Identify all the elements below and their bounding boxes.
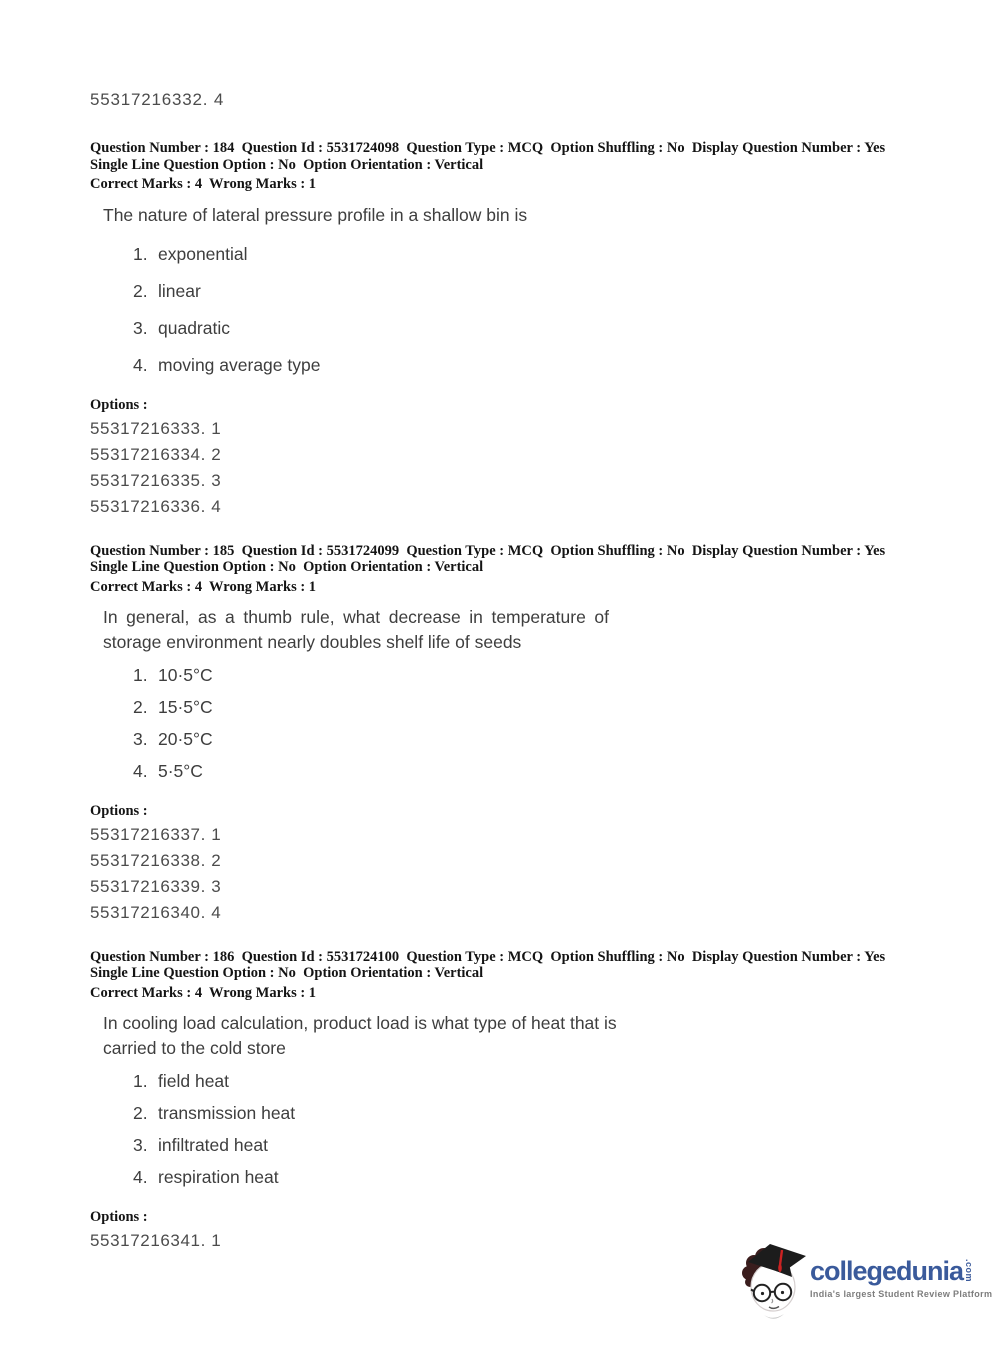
choice-number: 2. [133,1103,148,1123]
choice-item [133,727,1001,751]
question-meta-line2: Single Line Question Option : No Option Orientation : Vertical [90,965,484,981]
question-text: In cooling load calculation, product load is what type of heat that is carried to the cold store [103,1013,617,1058]
choice-list [133,663,1001,783]
stray-option-line: 55317216332. 4 [90,90,225,109]
option-id-line: 55317216338. 2 [90,850,222,870]
question-meta-line2: Single Line Question Option : No Option Orientation : Vertical [90,156,484,173]
choice-text: 10·5°C [158,665,213,685]
option-id-line: 55317216335. 3 [90,470,222,490]
option-id-line: 55317216340. 4 [90,902,222,922]
options-label: Options : [90,397,148,413]
marks-line: Correct Marks : 4 Wrong Marks : 1 [90,984,317,1001]
question-meta-line1: Question Number : 184 Question Id : 5531724098 Question Type : MCQ Option Shuffling : No Display Question Number : Yes [90,140,886,156]
choice-item [133,242,1001,266]
page-content [90,91,1001,1254]
mascot-icon [740,1243,806,1327]
choice-item [133,1069,1001,1093]
choice-text: 15·5°C [158,697,213,717]
choice-number: 3. [133,729,148,749]
choice-text: transmission heat [158,1103,296,1123]
choice-item [133,279,1001,303]
option-id-line: 55317216341. 1 [90,1230,222,1250]
brand-tld-text: .com [964,1258,975,1282]
question-meta-line1: Question Number : 186 Question Id : 5531724100 Question Type : MCQ Option Shuffling : No Display Question Number : Yes [90,948,886,965]
question-block-186 [90,949,1001,1254]
marks-line: Correct Marks : 4 Wrong Marks : 1 [90,176,317,192]
choice-item [133,1133,1001,1157]
choice-text: 5·5°C [158,761,203,781]
choice-text: quadratic [158,318,230,338]
choice-number: 2. [133,697,148,717]
option-id-line: 55317216336. 4 [90,496,222,516]
option-id-list [90,416,1001,520]
choice-item [133,1165,1001,1189]
choice-item [133,759,1001,783]
option-id-line: 55317216334. 2 [90,444,222,464]
option-id-list [90,822,1001,926]
choice-text: infiltrated heat [158,1135,268,1155]
choice-number: 1. [133,1071,148,1091]
choice-text: moving average type [158,355,321,375]
option-id-line: 55317216333. 1 [90,418,222,438]
choice-text: field heat [158,1071,230,1091]
option-id-line: 55317216339. 3 [90,876,222,896]
question-text: In general, as a thumb rule, what decrease in temperature of storage environment nearly doubles shelf life of seeds [103,607,609,652]
choice-number: 1. [133,665,148,685]
choice-text: exponential [158,244,248,264]
choice-number: 4. [133,761,148,781]
question-block-185 [90,543,1001,926]
choice-number: 2. [133,281,148,301]
choice-item [133,695,1001,719]
marks-line: Correct Marks : 4 Wrong Marks : 1 [90,578,317,595]
choice-text: respiration heat [158,1167,279,1187]
options-label: Options : [90,1209,148,1225]
question-text: The nature of lateral pressure profile in a shallow bin is [103,204,528,225]
logo-text-column [810,1243,992,1299]
question-block-184 [90,140,1001,520]
choice-number: 1. [133,244,148,264]
choice-list [133,1069,1001,1189]
choice-number: 4. [133,1167,148,1187]
brand-row [810,1257,992,1285]
choice-item [133,353,1001,377]
options-label: Options : [90,803,148,819]
option-id-line: 55317216337. 1 [90,824,222,844]
choice-number: 4. [133,355,148,375]
choice-text: 20·5°C [158,729,213,749]
brand-tagline: India's largest Student Review Platform [810,1289,993,1299]
brand-text: collegedunia [810,1256,964,1286]
collegedunia-logo [740,1243,992,1327]
choice-number: 3. [133,1135,148,1155]
question-meta-line2: Single Line Question Option : No Option Orientation : Vertical [90,559,484,575]
choice-text: linear [158,281,201,301]
choice-number: 3. [133,318,148,338]
choice-list [133,242,1001,377]
choice-item [133,316,1001,340]
question-meta-line1: Question Number : 185 Question Id : 5531724099 Question Type : MCQ Option Shuffling : No Display Question Number : Yes [90,542,886,559]
choice-item [133,1101,1001,1125]
choice-item [133,663,1001,687]
